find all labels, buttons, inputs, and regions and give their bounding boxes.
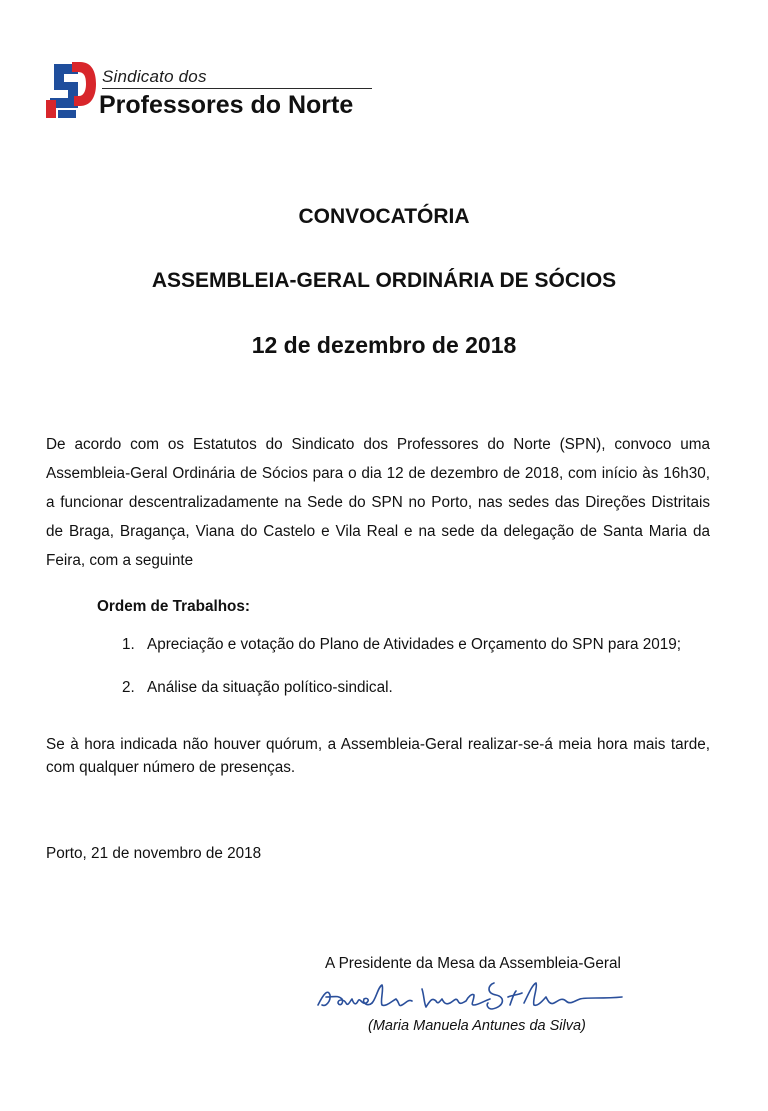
org-name-line1: Sindicato dos (102, 67, 207, 86)
agenda-item-number: 2. (122, 679, 135, 696)
agenda-item-text: Apreciação e votação do Plano de Atividades e Orçamento do SPN para 2019; (147, 636, 682, 653)
letterhead-rule (102, 88, 372, 89)
handwritten-signature (312, 975, 632, 1019)
signatory-role: A Presidente da Mesa da Assembleia-Geral (325, 955, 621, 972)
document-title: CONVOCATÓRIA (298, 205, 470, 228)
agenda-item-number: 1. (122, 636, 135, 653)
org-name-line2: Professores do Norte (99, 91, 354, 119)
intro-paragraph: De acordo com os Estatutos do Sindicato dos Professores do Norte (SPN), convoco uma Assembleia-Geral Ordinária de Sócios para o dia 12 de dezembro de 2018, com início às 16h30, a funcionar descentralizadamente na Sede do SPN no Porto, nas sedes das Direções Distritais de Braga, Bragança, Viana do Castelo e Vila Real e na sede da delegação de Santa Maria da Feira, com a seguinte (46, 436, 710, 569)
signatory-name: (Maria Manuela Antunes da Silva) (368, 1018, 586, 1034)
agenda-list (122, 634, 681, 720)
meeting-date: 12 de dezembro de 2018 (251, 332, 517, 358)
document-subtitle: ASSEMBLEIA-GERAL ORDINÁRIA DE SÓCIOS (151, 269, 617, 292)
list-item (122, 634, 681, 656)
agenda-heading: Ordem de Trabalhos: (97, 598, 251, 615)
spn-logo-icon (44, 58, 96, 120)
list-item (122, 677, 681, 699)
place-date: Porto, 21 de novembro de 2018 (46, 845, 262, 862)
agenda-item-text: Análise da situação político-sindical. (147, 679, 393, 696)
letterhead (44, 58, 384, 124)
quorum-paragraph: Se à hora indicada não houver quórum, a Assembleia-Geral realizar-se-á meia hora mais tarde, com qualquer número de presenças. (46, 736, 710, 776)
